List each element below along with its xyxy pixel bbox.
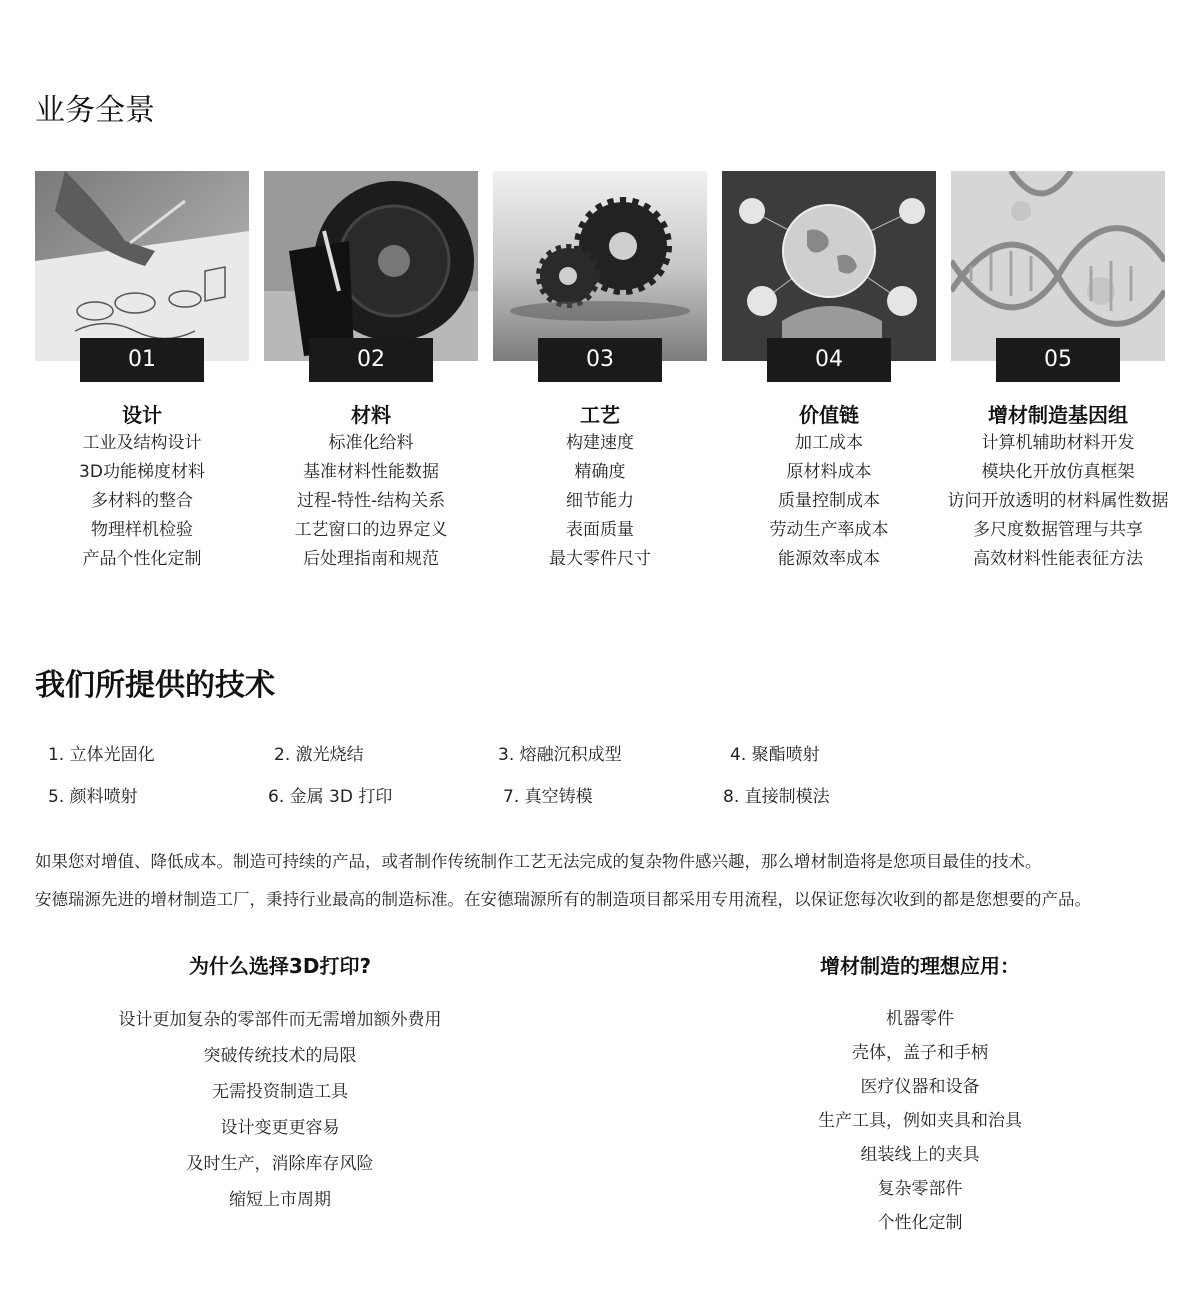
application-item: 生产工具，例如夹具和治具: [818, 1111, 1022, 1131]
technology-item: 2. 激光烧结: [274, 745, 364, 765]
card-item: 最大零件尺寸: [549, 549, 651, 569]
card-title: 设计: [122, 403, 162, 427]
intro-paragraph: 如果您对增值、降低成本。制造可持续的产品，或者制作传统制作工艺无法完成的复杂物件感兴趣，那么增材制造将是您项目最佳的技术。: [35, 852, 1042, 871]
technology-item: 8. 直接制模法: [723, 787, 830, 807]
why-item: 及时生产，消除库存风险: [186, 1154, 374, 1174]
card-title: 价值链: [799, 403, 859, 427]
why-item: 缩短上市周期: [229, 1190, 331, 1210]
card-item: 产品个性化定制: [82, 549, 202, 569]
technology-item: 3. 熔融沉积成型: [498, 745, 622, 765]
card-item: 多尺度数据管理与共享: [973, 520, 1143, 540]
application-item: 医疗仪器和设备: [860, 1077, 980, 1097]
card-number: 02: [309, 338, 433, 382]
application-item: 组装线上的夹具: [860, 1145, 980, 1165]
application-item: 壳体，盖子和手柄: [852, 1043, 988, 1063]
overview-title: 业务全景: [35, 93, 155, 128]
technology-item: 1. 立体光固化: [48, 745, 155, 765]
technology-item: 4. 聚酯喷射: [730, 745, 820, 765]
card-item: 表面质量: [566, 520, 634, 540]
intro-paragraph: 安德瑞源先进的增材制造工厂，秉持行业最高的制造标准。在安德瑞源所有的制造项目都采用专用流程，以保证您每次收到的都是您想要的产品。: [35, 890, 1091, 909]
card-number: 03: [538, 338, 662, 382]
technology-item: 6. 金属 3D 打印: [268, 787, 393, 807]
card-item: 多材料的整合: [91, 491, 193, 511]
why-item: 设计变更更容易: [220, 1118, 340, 1138]
card-item: 过程-特性-结构关系: [296, 491, 446, 511]
card-item: 计算机辅助材料开发: [981, 433, 1135, 453]
dna-helix-image: [951, 171, 1165, 361]
card-item: 工业及结构设计: [82, 433, 202, 453]
card-number: 04: [767, 338, 891, 382]
why-3d-printing-section: [60, 952, 500, 1218]
card-item: 原材料成本: [786, 462, 872, 482]
design-sketch-image: [35, 171, 249, 361]
technologies-title: 我们所提供的技术: [35, 668, 275, 703]
why-item: 无需投资制造工具: [212, 1082, 348, 1102]
card-item: 能源效率成本: [778, 549, 880, 569]
card-item: 加工成本: [795, 433, 863, 453]
application-item: 机器零件: [886, 1009, 954, 1029]
card-item: 物理样机检验: [91, 520, 193, 540]
globe-network-image: [722, 171, 936, 361]
card-item: 工艺窗口的边界定义: [294, 520, 448, 540]
gears-image: [493, 171, 707, 361]
card-title: 增材制造基因组: [988, 403, 1128, 427]
card-item: 访问开放透明的材料属性数据: [947, 491, 1169, 511]
card-item: 模块化开放仿真框架: [981, 462, 1135, 482]
card-item: 细节能力: [566, 491, 634, 511]
card-item: 标准化给料: [328, 433, 414, 453]
filament-spool-image: [264, 171, 478, 361]
card-item: 精确度: [574, 462, 626, 482]
card-title: 工艺: [580, 403, 620, 427]
applications-section: [730, 952, 1110, 1240]
card-item: 构建速度: [566, 433, 634, 453]
card-item: 基准材料性能数据: [303, 462, 439, 482]
application-item: 复杂零部件: [877, 1179, 963, 1199]
card-title: 材料: [351, 403, 391, 427]
why-item: 突破传统技术的局限: [203, 1046, 357, 1066]
card-item: 后处理指南和规范: [303, 549, 439, 569]
technology-item: 7. 真空铸模: [503, 787, 593, 807]
technology-item: 5. 颜料喷射: [48, 787, 138, 807]
card-item: 质量控制成本: [778, 491, 880, 511]
why-item: 设计更加复杂的零部件而无需增加额外费用: [118, 1010, 442, 1030]
card-number: 05: [996, 338, 1120, 382]
why-title: 为什么选择3D打印?: [188, 954, 372, 978]
card-number: 01: [80, 338, 204, 382]
applications-title: 增材制造的理想应用：: [820, 954, 1020, 978]
card-item: 劳动生产率成本: [769, 520, 889, 540]
card-item: 高效材料性能表征方法: [973, 549, 1143, 569]
card-item: 3D功能梯度材料: [79, 462, 205, 482]
application-item: 个性化定制: [877, 1213, 963, 1233]
